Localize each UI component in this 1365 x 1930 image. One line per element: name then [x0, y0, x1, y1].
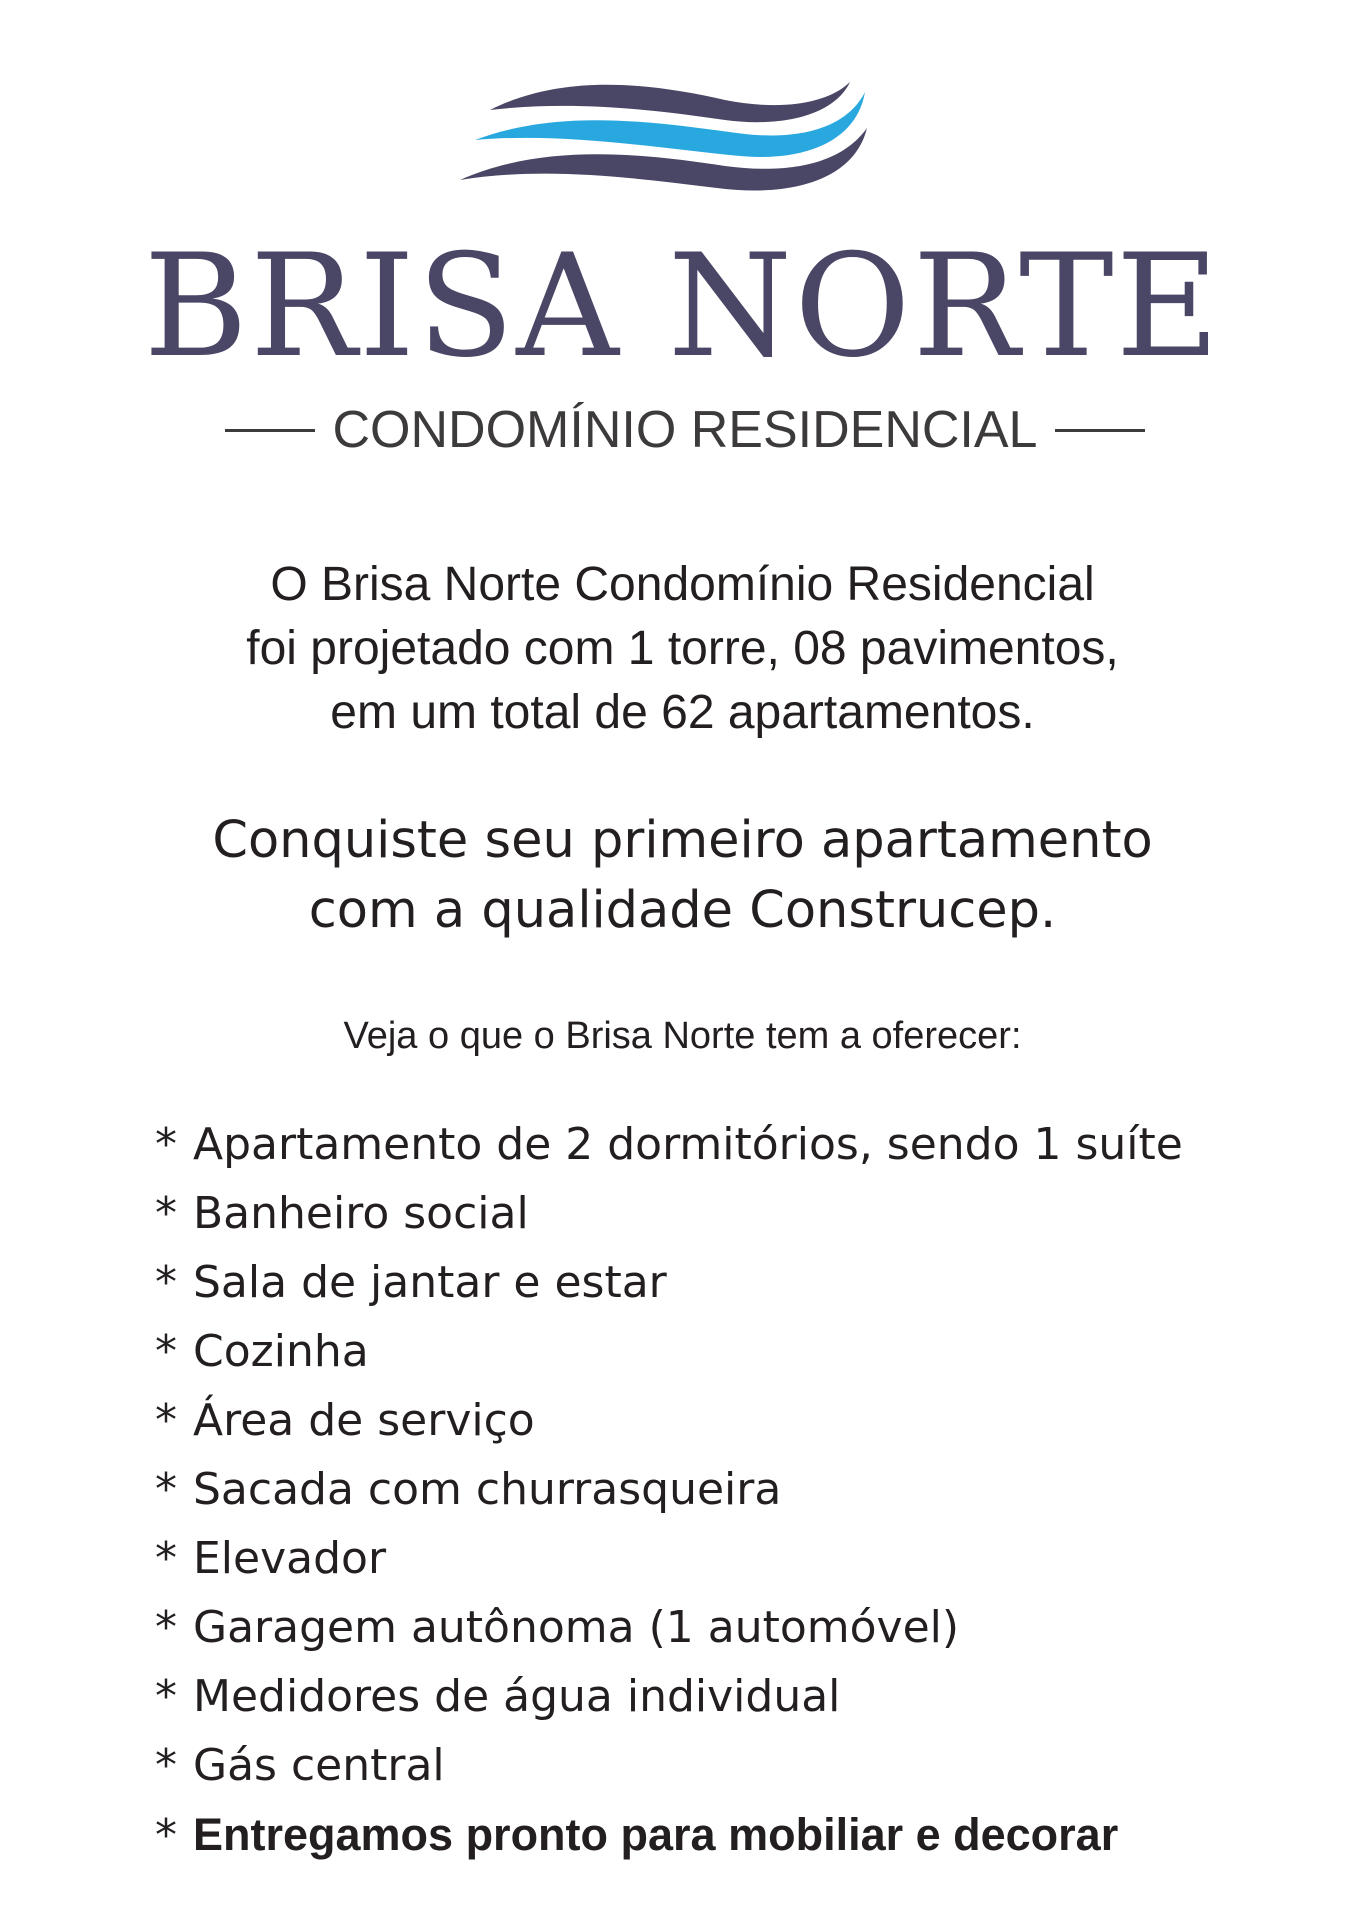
headline-line: com a qualidade Construcep. [308, 881, 1057, 940]
bullet-asterisk: * [155, 1188, 177, 1239]
waves-icon [455, 62, 875, 197]
feature-text: Elevador [193, 1533, 387, 1584]
feature-text: Sala de jantar e estar [193, 1257, 667, 1308]
feature-item [155, 1248, 1305, 1317]
feature-text: Sacada com churrasqueira [193, 1464, 782, 1515]
logo-title: BRISA NORTE [143, 224, 1222, 389]
logo-subtitle-row [225, 398, 1145, 462]
bullet-asterisk: * [155, 1326, 177, 1377]
feature-item [155, 1455, 1305, 1524]
feature-item-highlight [155, 1800, 1305, 1869]
feature-item [155, 1524, 1305, 1593]
headline-line: Conquiste seu primeiro apartamento [212, 811, 1153, 870]
bullet-asterisk: * [155, 1395, 177, 1446]
feature-text: Medidores de água individual [193, 1671, 841, 1722]
feature-text: Área de serviço [193, 1395, 535, 1446]
feature-text: Garagem autônoma (1 automóvel) [193, 1602, 960, 1653]
bullet-asterisk: * [155, 1740, 177, 1791]
feature-item [155, 1662, 1305, 1731]
feature-text: Apartamento de 2 dormitórios, sendo 1 suíte [193, 1119, 1183, 1170]
bullet-asterisk: * [155, 1602, 177, 1653]
feature-text: Gás central [193, 1740, 445, 1791]
logo-rule-right [1055, 429, 1145, 432]
bullet-asterisk: * [155, 1810, 177, 1861]
bullet-asterisk: * [155, 1671, 177, 1722]
headline [0, 806, 1365, 946]
feature-list [155, 1110, 1305, 1869]
feature-item [155, 1110, 1305, 1179]
feature-text: Cozinha [193, 1326, 369, 1377]
bullet-asterisk: * [155, 1257, 177, 1308]
feature-item [155, 1731, 1305, 1800]
intro-line: foi projetado com 1 torre, 08 pavimentos, [246, 622, 1119, 675]
intro-line: em um total de 62 apartamentos. [330, 686, 1035, 739]
logo-rule-left [225, 429, 315, 432]
logo-subtitle: CONDOMÍNIO RESIDENCIAL [332, 401, 1038, 459]
bullet-asterisk: * [155, 1119, 177, 1170]
feature-text: Entregamos pronto para mobiliar e decorar [193, 1809, 1119, 1860]
feature-item [155, 1593, 1305, 1662]
intro-line: O Brisa Norte Condomínio Residencial [270, 558, 1095, 611]
feature-item [155, 1179, 1305, 1248]
intro-paragraph [0, 553, 1365, 745]
feature-item [155, 1386, 1305, 1455]
bullet-asterisk: * [155, 1533, 177, 1584]
feature-text: Banheiro social [193, 1188, 529, 1239]
feature-item [155, 1317, 1305, 1386]
offer-lead: Veja o que o Brisa Norte tem a oferecer: [343, 1015, 1022, 1057]
bullet-asterisk: * [155, 1464, 177, 1515]
